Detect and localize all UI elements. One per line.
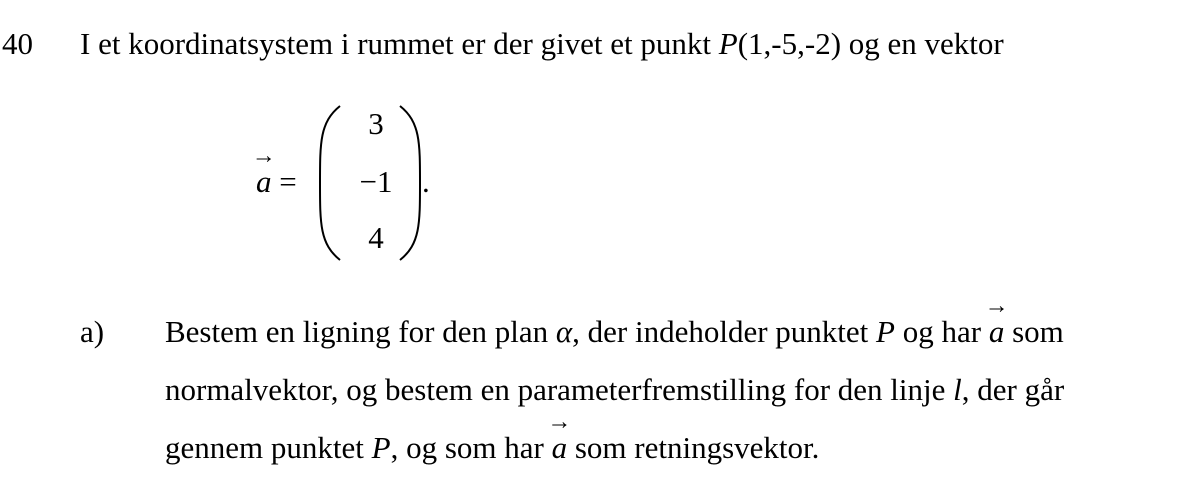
left-paren — [320, 106, 340, 260]
vector-symbol-inline-1 — [984, 293, 1009, 350]
part-a-label: a) — [80, 314, 105, 349]
point-coords: (1,-5,-2) — [737, 26, 842, 61]
point-p: P — [876, 314, 895, 349]
vector-name-inline-2: a — [551, 430, 568, 465]
line2-prefix: normalvektor, og bestem en parameterfremstilling for den linje — [165, 372, 954, 407]
line3-point-p: P — [371, 430, 391, 465]
line1-mid2: og har — [894, 314, 989, 349]
vector-definition — [251, 102, 456, 264]
intro-prefix: I et koordinatsystem i rummet er der givet et punkt — [80, 26, 719, 61]
part-a-text-3 — [165, 409, 820, 466]
line1-suffix: som — [1004, 314, 1064, 349]
vector-symbol — [251, 143, 276, 200]
vector-lhs — [251, 143, 297, 200]
vector-arrow: → — [251, 143, 276, 169]
plane-alpha: α — [555, 314, 573, 349]
part-a-text-2 — [165, 372, 1064, 408]
part-a-text-1 — [165, 293, 1064, 350]
vector-symbol-inline-2 — [547, 409, 572, 466]
vector-name-inline-1: a — [988, 314, 1005, 349]
intro-suffix: og en vektor — [841, 26, 1004, 61]
line1-mid: , der indeholder punktet — [572, 314, 877, 349]
vector-arrow-inline-1: → — [984, 293, 1009, 319]
point-name: P — [718, 26, 738, 61]
vector-component-x: 3 — [368, 106, 384, 141]
problem-number: 40 — [2, 26, 33, 61]
line3-mid: , og som har — [390, 430, 552, 465]
line2-suffix: , der går — [961, 372, 1065, 407]
vector-component-z: 4 — [368, 220, 384, 255]
line3-suffix: som retningsvektor. — [567, 430, 820, 465]
line-l: l — [953, 372, 962, 407]
vector-name: a — [256, 164, 272, 199]
vector-arrow-inline-2: → — [547, 409, 572, 435]
vector-terminator: . — [422, 164, 430, 199]
line1-prefix: Bestem en ligning for den plan — [165, 314, 556, 349]
vector-component-y: −1 — [359, 164, 393, 199]
line3-prefix: gennem punktet — [165, 430, 372, 465]
equals-sign: = — [279, 164, 297, 199]
problem-intro-text — [80, 26, 1004, 62]
